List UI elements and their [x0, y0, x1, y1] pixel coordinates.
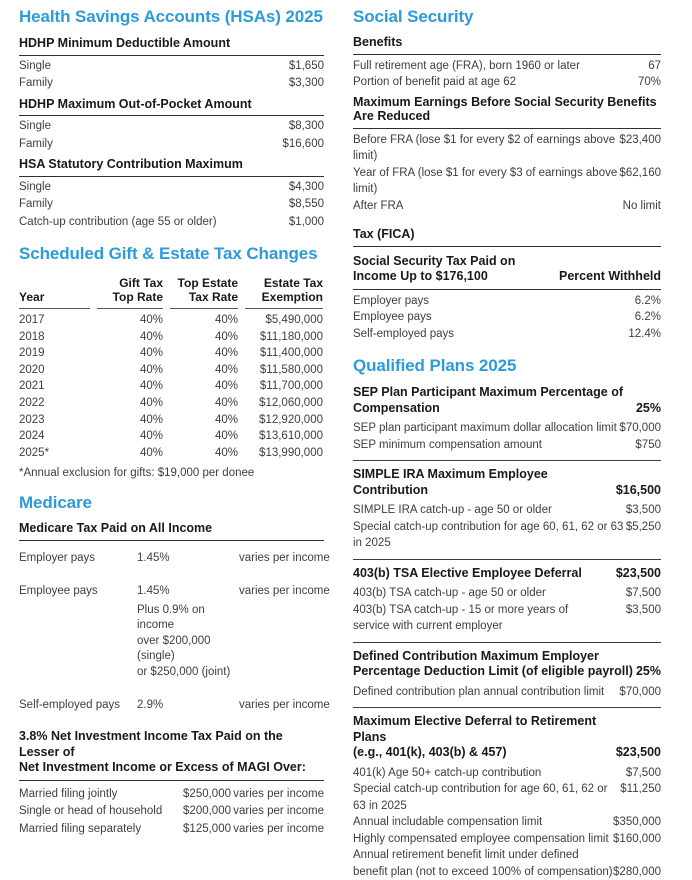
heading-value: $23,500 [616, 566, 661, 582]
cell-exemption: $13,990,000 [245, 445, 323, 462]
row-value: $4,300 [289, 179, 324, 197]
heading-value: $23,500 [616, 745, 661, 761]
data-row [19, 803, 324, 821]
column-header-gift-tax: Gift Tax Top Rate [97, 276, 163, 309]
row-label: Employee pays [353, 309, 432, 326]
row-label: Highly compensated employee compensation limit [353, 831, 609, 848]
data-row [353, 519, 661, 552]
table-row [19, 428, 324, 445]
hsa-group-min-deductible [19, 36, 324, 93]
cell-estate-rate: 40% [170, 395, 238, 412]
heading-value: 25% [636, 401, 661, 417]
cell-gift-rate: 40% [97, 428, 163, 445]
gift-estate-section [19, 244, 324, 480]
row-label: Employer pays [19, 551, 137, 566]
row-label: Married filing jointly [19, 786, 169, 804]
row-value: $200,000 [169, 803, 231, 821]
social-security-section-title: Social Security [353, 7, 661, 27]
subsection-heading: SEP Plan Participant Maximum Percentage of Compensation 25% [353, 385, 661, 416]
row-label: Annual retirement benefit limit under defined benefit plan (not to exceed 100% of compensation) [353, 847, 613, 880]
data-row [353, 74, 661, 91]
row-label: SEP plan participant maximum dollar allocation limit [353, 420, 617, 437]
qp-subsection-simple-ira [353, 460, 661, 552]
row-value: $5,250 [626, 519, 661, 552]
row-label: Special catch-up contribution for age 60, 61, 62 or 63 in 2025 [353, 519, 626, 552]
cell-year: 2017 [19, 312, 90, 329]
row-value: $125,000 [169, 821, 231, 839]
row-label: SEP minimum compensation amount [353, 437, 542, 454]
row-label: Single [19, 58, 51, 76]
data-row [353, 326, 661, 343]
table-row [19, 329, 324, 346]
row-value: 70% [638, 74, 661, 91]
row-varies: varies per income [231, 821, 324, 839]
row-label: Family [19, 136, 53, 154]
niit-heading: 3.8% Net Investment Income Tax Paid on the Lesser of Net Investment Income or Excess of MAGI Over: [19, 729, 324, 781]
row-note: Plus 0.9% on income over $200,000 (single) or $250,000 (joint) [137, 603, 239, 681]
cell-gift-rate: 40% [97, 445, 163, 462]
row-value: 1.45% [137, 551, 239, 566]
row-label: Portion of benefit paid at age 62 [353, 74, 516, 91]
cell-year: 2023 [19, 412, 90, 429]
social-security-section [353, 7, 661, 214]
qp-subsection-403b [353, 559, 661, 635]
table-row [19, 412, 324, 429]
data-row [19, 118, 324, 136]
cell-year: 2020 [19, 362, 90, 379]
cell-gift-rate: 40% [97, 345, 163, 362]
cell-year: 2024 [19, 428, 90, 445]
data-row [19, 821, 324, 839]
row-label: Self-employed pays [353, 326, 454, 343]
max-earnings-heading: Maximum Earnings Before Social Security Benefits Are Reduced [353, 95, 661, 129]
row-label: After FRA [353, 198, 403, 215]
cell-estate-rate: 40% [170, 345, 238, 362]
medicare-section [19, 493, 324, 713]
page [19, 7, 692, 880]
row-label: Family [19, 196, 53, 214]
row-label: Single [19, 179, 51, 197]
medicare-heading: Medicare Tax Paid on All Income [19, 521, 324, 541]
data-row [353, 132, 661, 165]
row-label: Employer pays [353, 293, 429, 310]
fica-colhead-left: Social Security Tax Paid on Income Up to $176,100 [353, 254, 515, 284]
row-label: Defined contribution plan annual contribution limit [353, 684, 604, 701]
row-value: $16,600 [282, 136, 324, 154]
heading-label: Maximum Elective Deferral to Retirement Plans (e.g., 401(k), 403(b) & 457) [353, 714, 616, 761]
group-heading: HDHP Maximum Out-of-Pocket Amount [19, 97, 324, 117]
heading-value: 25% [636, 664, 661, 680]
qualified-plans-section-title: Qualified Plans 2025 [353, 356, 661, 376]
fica-section [353, 227, 661, 342]
cell-gift-rate: 40% [97, 362, 163, 379]
row-value: 2.9% [137, 698, 239, 713]
row-value: $3,500 [626, 602, 661, 619]
data-row [19, 179, 324, 197]
row-label: SIMPLE IRA catch-up - age 50 or older [353, 502, 552, 519]
qualified-plans-section [353, 356, 661, 880]
cell-year: 2018 [19, 329, 90, 346]
column-header-year: Year [19, 276, 90, 309]
max-earnings-rows [353, 132, 661, 215]
table-row [19, 445, 324, 462]
cell-gift-rate: 40% [97, 378, 163, 395]
cell-exemption: $13,610,000 [245, 428, 323, 445]
row-value: $23,400 [619, 132, 661, 165]
data-row [353, 684, 661, 701]
row-value: $7,500 [626, 765, 661, 782]
medicare-section-title: Medicare [19, 493, 324, 513]
cell-gift-rate: 40% [97, 312, 163, 329]
data-row [19, 786, 324, 804]
cell-estate-rate: 40% [170, 312, 238, 329]
row-value: $3,300 [289, 75, 324, 93]
data-row [353, 847, 661, 880]
row-varies: varies per income [231, 803, 324, 821]
right-column [353, 7, 661, 880]
row-value: $350,000 [613, 814, 661, 831]
cell-estate-rate: 40% [170, 378, 238, 395]
data-row [353, 420, 661, 437]
cell-exemption: $12,060,000 [245, 395, 323, 412]
data-row [353, 437, 661, 454]
cell-year: 2021 [19, 378, 90, 395]
cell-estate-rate: 40% [170, 428, 238, 445]
row-value: $70,000 [619, 684, 661, 701]
row-label: Catch-up contribution (age 55 or older) [19, 214, 217, 232]
subsection-heading: SIMPLE IRA Maximum Employee Contribution $16,500 [353, 467, 661, 498]
cell-year: 2022 [19, 395, 90, 412]
subsection-heading: 403(b) TSA Elective Employee Deferral $23,500 [353, 566, 661, 582]
row-label: Single [19, 118, 51, 136]
data-row [19, 214, 324, 232]
gift-estate-section-title: Scheduled Gift & Estate Tax Changes [19, 244, 324, 264]
fica-rows [353, 293, 661, 343]
heading-label: Defined Contribution Maximum Employer Percentage Deduction Limit (of eligible payroll) [353, 649, 633, 680]
data-row [19, 136, 324, 154]
row-varies: varies per income [239, 584, 330, 599]
row-varies: varies per income [231, 786, 324, 804]
row-label: Full retirement age (FRA), born 1960 or later [353, 58, 580, 75]
row-label: 401(k) Age 50+ catch-up contribution [353, 765, 541, 782]
row-value: $160,000 [613, 831, 661, 848]
row-label: 403(b) TSA catch-up - age 50 or older [353, 585, 546, 602]
row-value: No limit [623, 198, 661, 215]
data-row [353, 585, 661, 602]
cell-estate-rate: 40% [170, 412, 238, 429]
table-row [19, 312, 324, 329]
data-row [353, 765, 661, 782]
row-value: $11,250 [620, 781, 661, 814]
row-label: Employee pays [19, 584, 137, 599]
fica-colhead-right: Percent Withheld [559, 269, 661, 284]
cell-estate-rate: 40% [170, 362, 238, 379]
data-row [353, 781, 661, 814]
data-row [19, 551, 324, 566]
row-label: Married filing separately [19, 821, 169, 839]
row-value: $250,000 [169, 786, 231, 804]
row-label: Before FRA (lose $1 for every $2 of earnings above limit) [353, 132, 619, 165]
cell-year: 2025* [19, 445, 90, 462]
cell-estate-rate: 40% [170, 329, 238, 346]
fica-heading: Tax (FICA) [353, 227, 661, 247]
hsa-section-title: Health Savings Accounts (HSAs) 2025 [19, 7, 324, 27]
row-varies: varies per income [239, 551, 330, 566]
gift-footnote: *Annual exclusion for gifts: $19,000 per donee [19, 466, 324, 480]
benefits-heading: Benefits [353, 35, 661, 55]
data-row [353, 602, 661, 635]
qp-subsection-sep [353, 385, 661, 453]
row-value: $8,550 [289, 196, 324, 214]
data-row [19, 698, 324, 713]
data-row [353, 831, 661, 848]
benefits-rows [353, 58, 661, 91]
hsa-group-statutory-max [19, 157, 324, 231]
row-label: Family [19, 75, 53, 93]
data-row [19, 584, 324, 681]
row-label: Self-employed pays [19, 698, 137, 713]
data-row [353, 502, 661, 519]
data-row [19, 196, 324, 214]
cell-estate-rate: 40% [170, 445, 238, 462]
table-row [19, 362, 324, 379]
row-label: Year of FRA (lose $1 for every $3 of earnings above limit) [353, 165, 619, 198]
qp-subsection-max-elective-deferral [353, 707, 661, 880]
column-header-estate-rate: Top Estate Tax Rate [170, 276, 238, 309]
fica-column-header [353, 254, 661, 290]
row-label: Annual includable compensation limit [353, 814, 542, 831]
niit-section [19, 729, 324, 838]
row-value: $3,500 [626, 502, 661, 519]
heading-value: $16,500 [616, 483, 661, 499]
table-row [19, 378, 324, 395]
gift-table-body [19, 312, 324, 461]
row-label: 403(b) TSA catch-up - 15 or more years of service with current employer [353, 602, 568, 635]
cell-exemption: $12,920,000 [245, 412, 323, 429]
niit-rows [19, 786, 324, 839]
cell-exemption: $11,700,000 [245, 378, 323, 395]
row-value: $280,000 [613, 864, 661, 880]
row-value: $1,650 [289, 58, 324, 76]
cell-exemption: $11,400,000 [245, 345, 323, 362]
row-value: 1.45% Plus 0.9% on income over $200,000 (single) or $250,000 (joint) [137, 584, 239, 681]
row-varies: varies per income [239, 698, 330, 713]
cell-exemption: $11,580,000 [245, 362, 323, 379]
row-value: $70,000 [619, 420, 661, 437]
data-row [19, 58, 324, 76]
row-value: 6.2% [635, 293, 661, 310]
subsection-heading [353, 649, 661, 680]
cell-exemption: $5,490,000 [245, 312, 323, 329]
data-row [19, 75, 324, 93]
data-row [353, 58, 661, 75]
row-value: $7,500 [626, 585, 661, 602]
group-heading: HDHP Minimum Deductible Amount [19, 36, 324, 56]
data-row [353, 309, 661, 326]
qp-subsection-defined-contribution [353, 642, 661, 701]
subsection-heading [353, 714, 661, 761]
hsa-group-out-of-pocket [19, 97, 324, 154]
cell-year: 2019 [19, 345, 90, 362]
row-value: 67 [648, 58, 661, 75]
column-header-exemption: Estate Tax Exemption [245, 276, 323, 309]
table-row [19, 395, 324, 412]
gift-table-header [19, 276, 324, 309]
left-column [19, 7, 324, 880]
table-row [19, 345, 324, 362]
data-row [353, 165, 661, 198]
cell-exemption: $11,180,000 [245, 329, 323, 346]
data-row [353, 293, 661, 310]
data-row [353, 198, 661, 215]
row-value: 12.4% [628, 326, 661, 343]
cell-gift-rate: 40% [97, 395, 163, 412]
row-label: Single or head of household [19, 803, 169, 821]
row-label: Special catch-up contribution for age 60, 61, 62 or 63 in 2025 [353, 781, 620, 814]
group-heading: HSA Statutory Contribution Maximum [19, 157, 324, 177]
data-row [353, 814, 661, 831]
row-value: $1,000 [289, 214, 324, 232]
row-value: $750 [635, 437, 661, 454]
cell-gift-rate: 40% [97, 329, 163, 346]
cell-gift-rate: 40% [97, 412, 163, 429]
hsa-section [19, 7, 324, 231]
row-value: $8,300 [289, 118, 324, 136]
row-value: $62,160 [619, 165, 661, 198]
row-value: 6.2% [635, 309, 661, 326]
